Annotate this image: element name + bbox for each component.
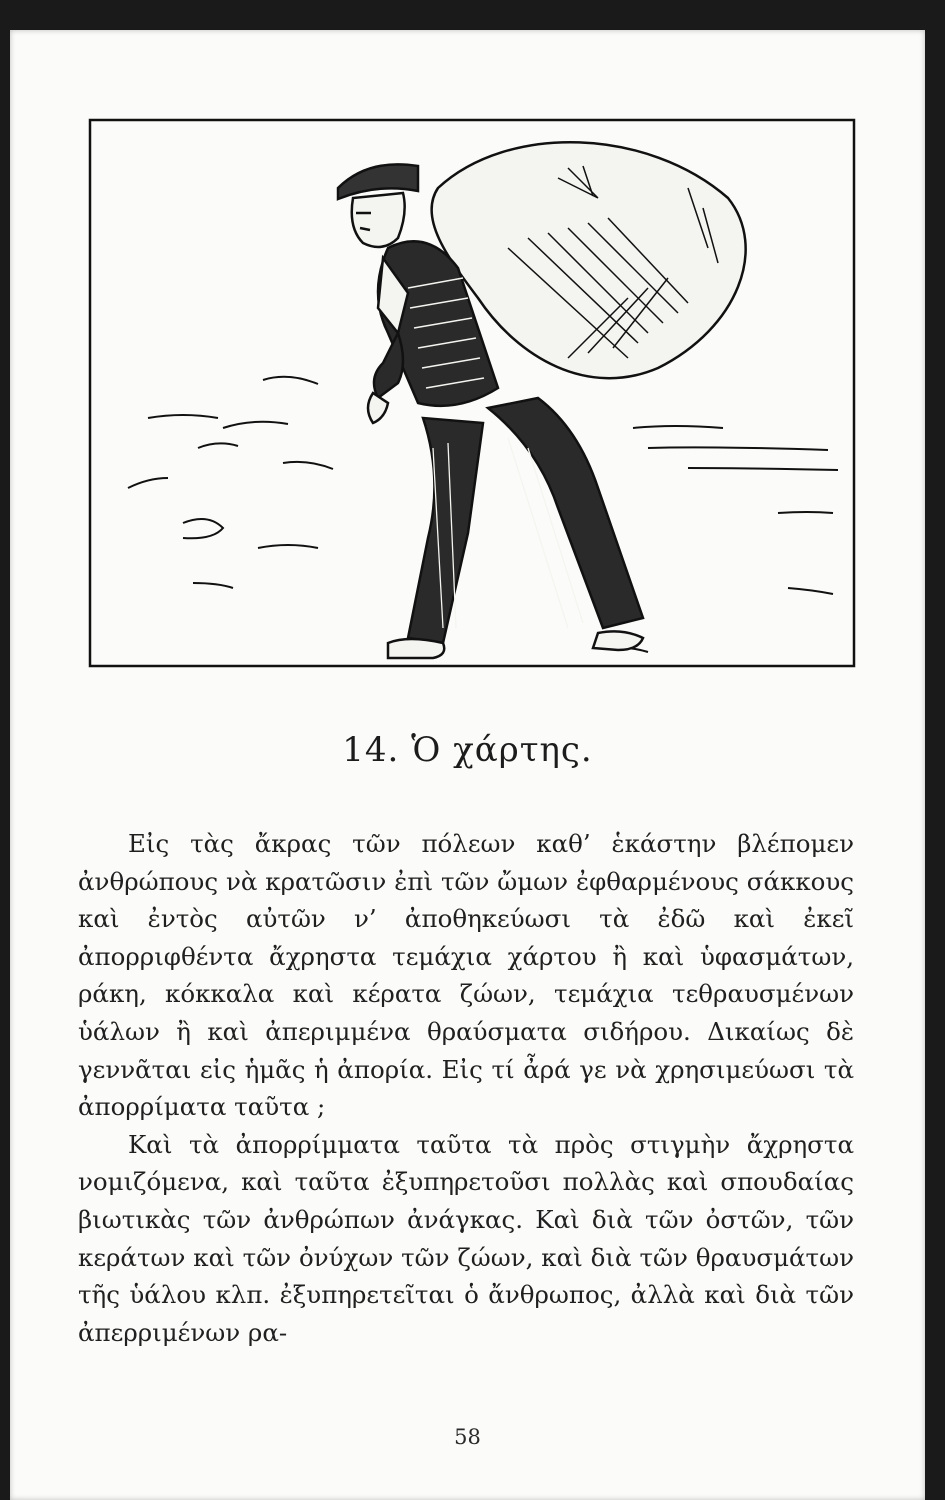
paragraph-2: Καὶ τὰ ἀπορρίμματα ταῦτα τὰ πρὸς στιγμὴν ἄχρηστα νομιζόμενα, καὶ ταῦτα ἐξυπηρετοῦσι πολλὰς καὶ σπουδαίας βιωτικὰς τῶν ἀνθρώπων ἀνάγκας. Καὶ διὰ τῶν ὀστῶν, τῶν κεράτων καὶ τῶν ὀνύχων τῶν ζώων, καὶ διὰ τῶν θραυσμάτων τῆς ὑάλου κλπ. ἐξυπηρετεῖται ὁ ἄνθρωπος, ἀλλὰ καὶ διὰ τῶν ἀπερριμένων ρα-: [78, 1129, 854, 1347]
ground-strokes: [128, 377, 838, 652]
paragraph-1: Εἰς τὰς ἄκρας τῶν πόλεων καθ’ ἑκάστην βλέπομεν ἀνθρώπους νὰ κρατῶσιν ἐπὶ τῶν ὤμων ἐφθαρμένους σάκκους καὶ ἐντὸς αὐτῶν ν’ ἀποθηκεύωσι τὰ ἐδῶ καὶ ἐκεῖ ἀπορριφθέντα ἄχρηστα τεμάχια χάρτου ἢ καὶ ὑφασμάτων, ράκη, κόκκαλα καὶ κέρατα ζώων, τεμάχια τεθραυσμένων ὑάλων ἢ καὶ ἀπεριμμένα θραύσματα σιδήρου. Δικαίως δὲ γεννᾶται εἰς ἡμᾶς ἡ ἀπορία. Εἰς τί ἆρά γε νὰ χρησιμεύωσι τὰ ἀπορρίματα ταῦτα ;: [78, 829, 854, 1122]
page-number: 58: [454, 1425, 481, 1449]
illustration-drawing: [88, 118, 856, 670]
book-page: [10, 30, 925, 1500]
body-text: [78, 825, 854, 1351]
chapter-title: 14. Ὁ χάρτης.: [342, 730, 593, 770]
illustration-ragpicker: [88, 118, 856, 670]
